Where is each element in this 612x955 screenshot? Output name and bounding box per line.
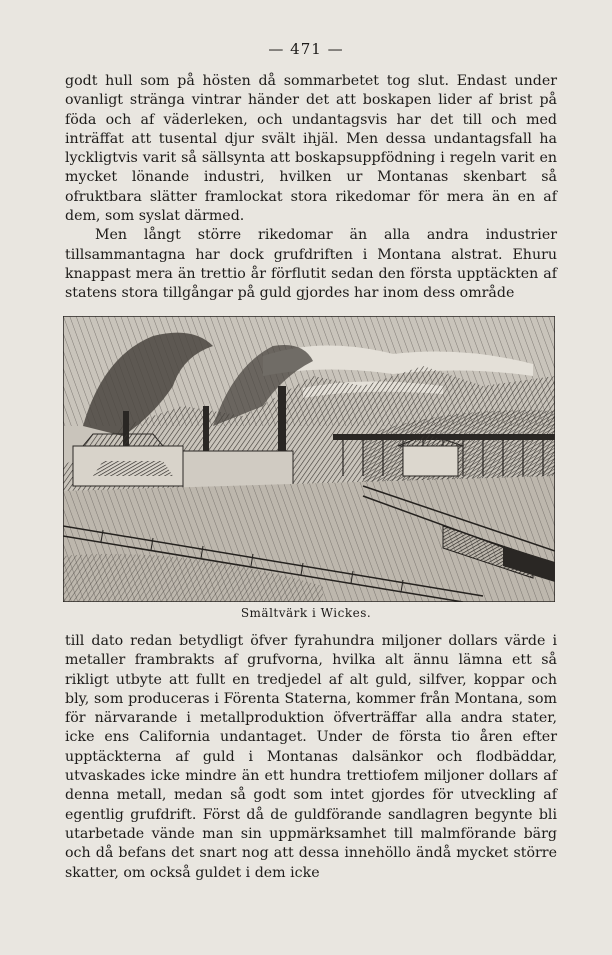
paragraph: Men långt större rikedomar än alla andra industrier tillsammantagna har dock grufdriften i Montana alstrat. Ehuru knappast mera än trettio år förflutit sedan den första upptäckten af statens stora tillgångar på guld gjordes har inom dess område: [65, 227, 557, 302]
engraving-smelter-illustration: [63, 316, 555, 602]
text-block-bottom: [65, 632, 557, 883]
page-number: — 471 —: [268, 40, 344, 58]
figure-caption: Smältvärk i Wickes.: [240, 606, 372, 620]
paragraph: godt hull som på hösten då sommarbetet tog slut. Endast under ovanligt stränga vintrar händer det att boskapen lider af brist på föda och af väderleken, och undantagsvis har det till och med inträffat att tusental djur svält ihjäl. Men dessa undantagsfall ha lyckligtvis varit så sällsynta att boskapsuppfödning i regeln varit en mycket lönande industri, hvilken ur Montanas skenbart så ofruktbara slätter framlockat stora rikedomar för mera än en af dem, som syslat därmed.: [65, 73, 557, 225]
text-block-top: [65, 72, 557, 304]
paragraph: till dato redan betydligt öfver fyrahundra miljoner dollars värde i metaller frambrakts af grufvorna, hvilka alt ännu lämna ett så rikligt utbyte att fullt en tredjedel af alt guld, silfver, koppar och bly, som produceras i Förenta Staterna, kommer från Montana, som för närvarande i metallproduktion öfverträffar alla andra stater, icke ens California undantaget. Under de första tio åren efter upptäckterna af guld i Montanas dalsänkor och flodbäddar, utvaskades icke mindre än ett hundra trettiofem miljoner dollars af denna metall, medan så godt som intet gjordes för utveckling af egentlig grufdrift. Först då de guldförande sandlagren begynte bli utarbetade vände man sin uppmärksamhet till malmförande bärg och då befans det snart nog att dessa innehöllo ändå mycket större skatter, om också guldet i dem icke: [65, 633, 557, 881]
